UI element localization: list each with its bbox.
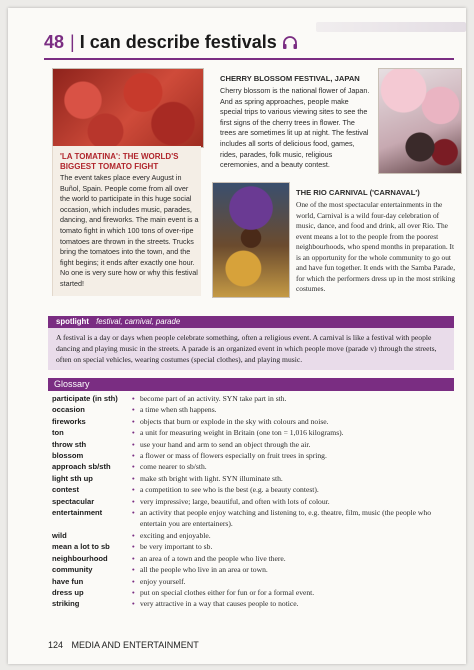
glossary-term: neighbourhood	[52, 553, 108, 563]
title-separator: |	[70, 32, 75, 52]
glossary-term: light sth up	[52, 473, 93, 483]
glossary-row	[52, 530, 456, 541]
glossary-term: participate (in sth)	[52, 394, 118, 403]
glossary-bullet: •	[132, 405, 135, 415]
glossary-list	[52, 393, 456, 610]
glossary-term: ton	[52, 428, 64, 438]
carnival-title-word: CARNIVAL	[328, 188, 368, 197]
glossary-row	[52, 587, 456, 598]
glossary-bullet: •	[132, 451, 135, 461]
glossary-definition: exciting and enjoyable.	[140, 530, 211, 540]
glossary-header: Glossary	[48, 378, 454, 391]
glossary-row	[52, 439, 456, 450]
page-footer	[48, 640, 199, 650]
glossary-bullet: •	[132, 439, 135, 449]
carnival-text: One of the most spectacular entertainments in the world, Carnival is a wild four-day celebration of music, dance, and food and drink, all over Rio. The event means a lot to the people from the poorest neighbourhoods, who spend months in preparation. It is an opportunity for the whole community to go out and have fun together. It ends with the Samba Parade, for which the performers dress up in the most striking costumes.	[296, 200, 456, 293]
tomatina-title: 'LA TOMATINA': THE WORLD'S BIGGEST TOMATO FIGHT	[60, 152, 179, 171]
glossary-row	[52, 450, 456, 461]
carnival-title-suffix: ('CARNAVAL')	[367, 188, 420, 197]
glossary-term: contest	[52, 485, 80, 495]
carnival-photo	[212, 182, 290, 298]
glossary-term: mean a lot to sb	[52, 542, 110, 552]
glossary-term: striking	[52, 599, 80, 609]
glossary-bullet: •	[132, 576, 135, 586]
glossary-term: throw sth	[52, 439, 87, 449]
spotlight-words: festival, carnival, parade	[96, 317, 181, 326]
page-number: 124	[48, 640, 64, 650]
glossary-bullet: •	[132, 394, 135, 403]
glossary-bullet: •	[132, 416, 135, 426]
glossary-row	[52, 393, 456, 404]
cherry-photo	[378, 68, 462, 174]
tomatina-photo	[52, 68, 204, 148]
headphones-icon	[282, 35, 298, 51]
glossary-definition: come nearer to sb/sth.	[140, 462, 207, 472]
glossary-definition: an area of a town and the people who live there.	[140, 553, 286, 563]
glossary-definition: all the people who live in an area or town.	[140, 565, 268, 575]
spotlight-text: A festival is a day or days when people celebrate something, often a religious event. A carnival is like a festival with people dancing and playing music in the streets. A parade is an organized event in which people move (parade v) through the streets, often on special vehicles, wearing costumes (special clothes), and playing music.	[48, 328, 454, 370]
spotlight-label: spotlight	[56, 317, 89, 326]
glossary-definition: use your hand and arm to send an object through the air.	[140, 439, 311, 449]
glossary-row	[52, 404, 456, 415]
cherry-text: Cherry blossom is the national flower of Japan. And as spring approaches, people make special trips to various viewing sites to see the first signs of the cherry trees in flower. The trees are sometimes lit up at night. The festival includes all sorts of delicious food, games, rides, parades, folk music, religious ceremonies, and a beauty contest.	[220, 86, 370, 170]
glossary-definition: very attractive in a way that causes people to notice.	[140, 599, 299, 609]
glossary-bullet: •	[132, 542, 135, 552]
glossary-term: fireworks	[52, 416, 86, 426]
title-divider	[44, 58, 454, 60]
glossary-definition: objects that burn or explode in the sky with colours and noise.	[140, 416, 329, 426]
glossary-definition: put on special clothes either for fun or for a formal event.	[140, 587, 315, 597]
glossary-definition: a unit for measuring weight in Britain (one ton = 1,016 kilograms).	[140, 428, 344, 438]
glossary-row	[52, 484, 456, 495]
glossary-row	[52, 507, 456, 530]
glossary-bullet: •	[132, 485, 135, 495]
glossary-row	[52, 473, 456, 484]
glossary-definition: enjoy yourself.	[140, 576, 186, 586]
glossary-row	[52, 416, 456, 427]
spotlight-header	[48, 316, 454, 328]
glossary-term: dress up	[52, 587, 84, 597]
section-name: MEDIA AND ENTERTAINMENT	[71, 640, 199, 650]
glossary-term: wild	[52, 530, 67, 540]
glossary-definition: become part of an activity. SYN take part in sth.	[140, 394, 287, 403]
glossary-definition: make sth bright with light. SYN illuminate sth.	[140, 473, 283, 483]
faded-header-strip	[316, 22, 466, 32]
glossary-term: community	[52, 565, 93, 575]
glossary-row	[52, 576, 456, 587]
glossary-bullet: •	[132, 530, 135, 540]
glossary-definition: be very important to sb.	[140, 542, 213, 552]
glossary-bullet: •	[132, 496, 135, 506]
glossary-bullet: •	[132, 587, 135, 597]
glossary-definition: a competition to see who is the best (e.g. a beauty contest).	[140, 485, 319, 495]
carnival-title	[296, 188, 460, 197]
tomatina-text: The event takes place every August in Buñol, Spain. People come from all over the world to participate in this huge social occasion, which includes music, parades, dancing, and fireworks. The main event is a tomato fight in which 100 tons of over-ripe tomatoes are thrown in the streets. Trucks bring the tomatoes into the town, and the fight begins; it ends after exactly one hour. No one is very sure how or why this festival started!	[60, 173, 199, 288]
glossary-definition: a flower or mass of flowers especially on fruit trees in spring.	[140, 451, 327, 461]
glossary-term: blossom	[52, 451, 84, 461]
glossary-row	[52, 564, 456, 575]
glossary-bullet: •	[132, 428, 135, 438]
glossary-term: approach sb/sth	[52, 462, 111, 472]
glossary-term: have fun	[52, 576, 84, 586]
glossary-definition: an activity that people enjoy watching and listening to, e.g. theatre, film, music (the people who entertain you are entertainers).	[140, 508, 432, 529]
glossary-row	[52, 496, 456, 507]
glossary-row	[52, 461, 456, 472]
glossary-bullet: •	[132, 553, 135, 563]
glossary-row	[52, 553, 456, 564]
glossary-definition: very impressive; large, beautiful, and often with lots of colour.	[140, 496, 330, 506]
glossary-term: entertainment	[52, 508, 103, 518]
glossary-row	[52, 427, 456, 438]
unit-number: 48	[44, 32, 65, 52]
glossary-definition: a time when sth happens.	[140, 405, 217, 415]
carnival-title-prefix: THE RIO	[296, 188, 329, 197]
cherry-title: CHERRY BLOSSOM FESTIVAL, JAPAN	[220, 74, 360, 83]
unit-title: I can describe festivals	[79, 32, 277, 52]
glossary-bullet: •	[132, 508, 135, 518]
glossary-bullet: •	[132, 462, 135, 472]
glossary-term: occasion	[52, 405, 85, 415]
glossary-row	[52, 541, 456, 552]
glossary-bullet: •	[132, 599, 135, 609]
glossary-bullet: •	[132, 565, 135, 575]
page-title	[44, 32, 298, 53]
glossary-bullet: •	[132, 473, 135, 483]
glossary-term: spectacular	[52, 496, 95, 506]
glossary-row	[52, 598, 456, 609]
